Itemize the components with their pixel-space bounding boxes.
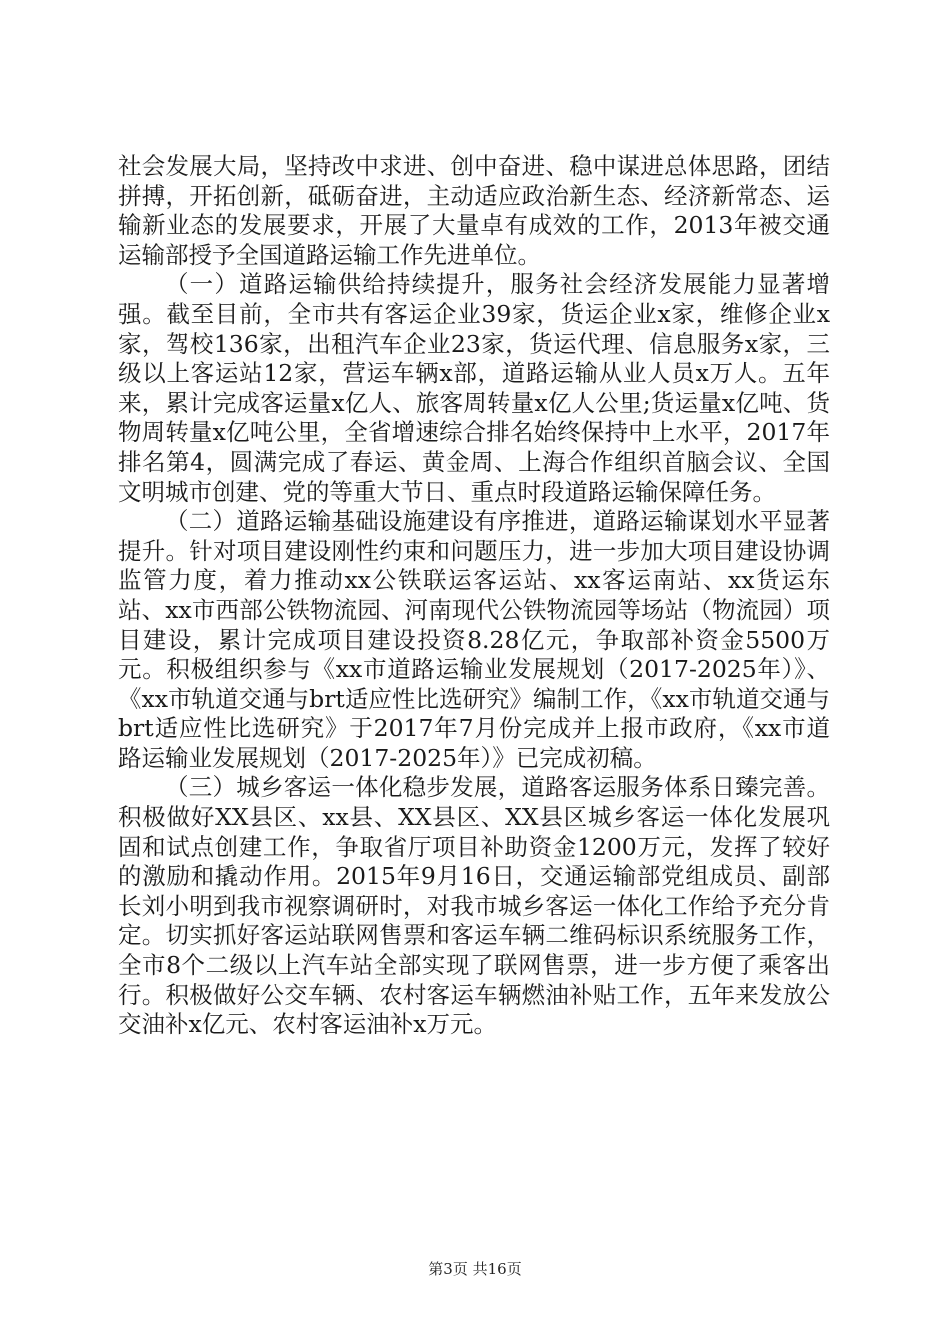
paragraph-section-1: （一）道路运输供给持续提升，服务社会经济发展能力显著增强。截至目前，全市共有客运企业39家，货运企业x家，维修企业x家，驾校136家，出租汽车企业23家，货运代理、信息服务x家，三级以上客运站12家，营运车辆x部，道路运输从业人员x万人。五年来，累计完成客运量x亿人、旅客周转量x亿人公里;货运量x亿吨、货物周转量x亿吨公里，全省增速综合排名始终保持中上水平，2017年排名第4，圆满完成了春运、黄金周、上海合作组织首脑会议、全国文明城市创建、党的等重大节日、重点时段道路运输保障任务。 bbox=[118, 270, 830, 506]
paragraph-section-3: （三）城乡客运一体化稳步发展，道路客运服务体系日臻完善。积极做好XX县区、xx县、XX县区、XX县区城乡客运一体化发展巩固和试点创建工作，争取省厅项目补助资金1200万元，发挥了较好的激励和撬动作用。2015年9月16日，交通运输部党组成员、副部长刘小明到我市视察调研时，对我市城乡客运一体化工作给予充分肯定。切实抓好客运站联网售票和客运车辆二维码标识系统服务工作，全市8个二级以上汽车站全部实现了联网售票，进一步方便了乘客出行。积极做好公交车辆、农村客运车辆燃油补贴工作，五年来发放公交油补x亿元、农村客运油补x万元。 bbox=[118, 773, 830, 1039]
page-number-footer: 第3页 共16页 bbox=[428, 1260, 522, 1278]
paragraph-section-2: （二）道路运输基础设施建设有序推进，道路运输谋划水平显著提升。针对项目建设刚性约束和问题压力，进一步加大项目建设协调监管力度，着力推动xx公铁联运客运站、xx客运南站、xx货运东站、xx市西部公铁物流园、河南现代公铁物流园等场站（物流园）项目建设，累计完成项目建设投资8.28亿元，争取部补资金5500万元。积极组织参与《xx市道路运输业发展规划（2017-2025年）》、《xx市轨道交通与brt适应性比选研究》编制工作，《xx市轨道交通与brt适应性比选研究》于2017年7月份完成并上报市政府，《xx市道路运输业发展规划（2017-2025年）》已完成初稿。 bbox=[118, 507, 830, 772]
document-body bbox=[118, 152, 830, 1040]
paragraph-continuation: 社会发展大局，坚持改中求进、创中奋进、稳中谋进总体思路，团结拼搏，开拓创新，砥砺奋进，主动适应政治新生态、经济新常态、运输新业态的发展要求，开展了大量卓有成效的工作，2013年被交通运输部授予全国道路运输工作先进单位。 bbox=[118, 152, 830, 269]
